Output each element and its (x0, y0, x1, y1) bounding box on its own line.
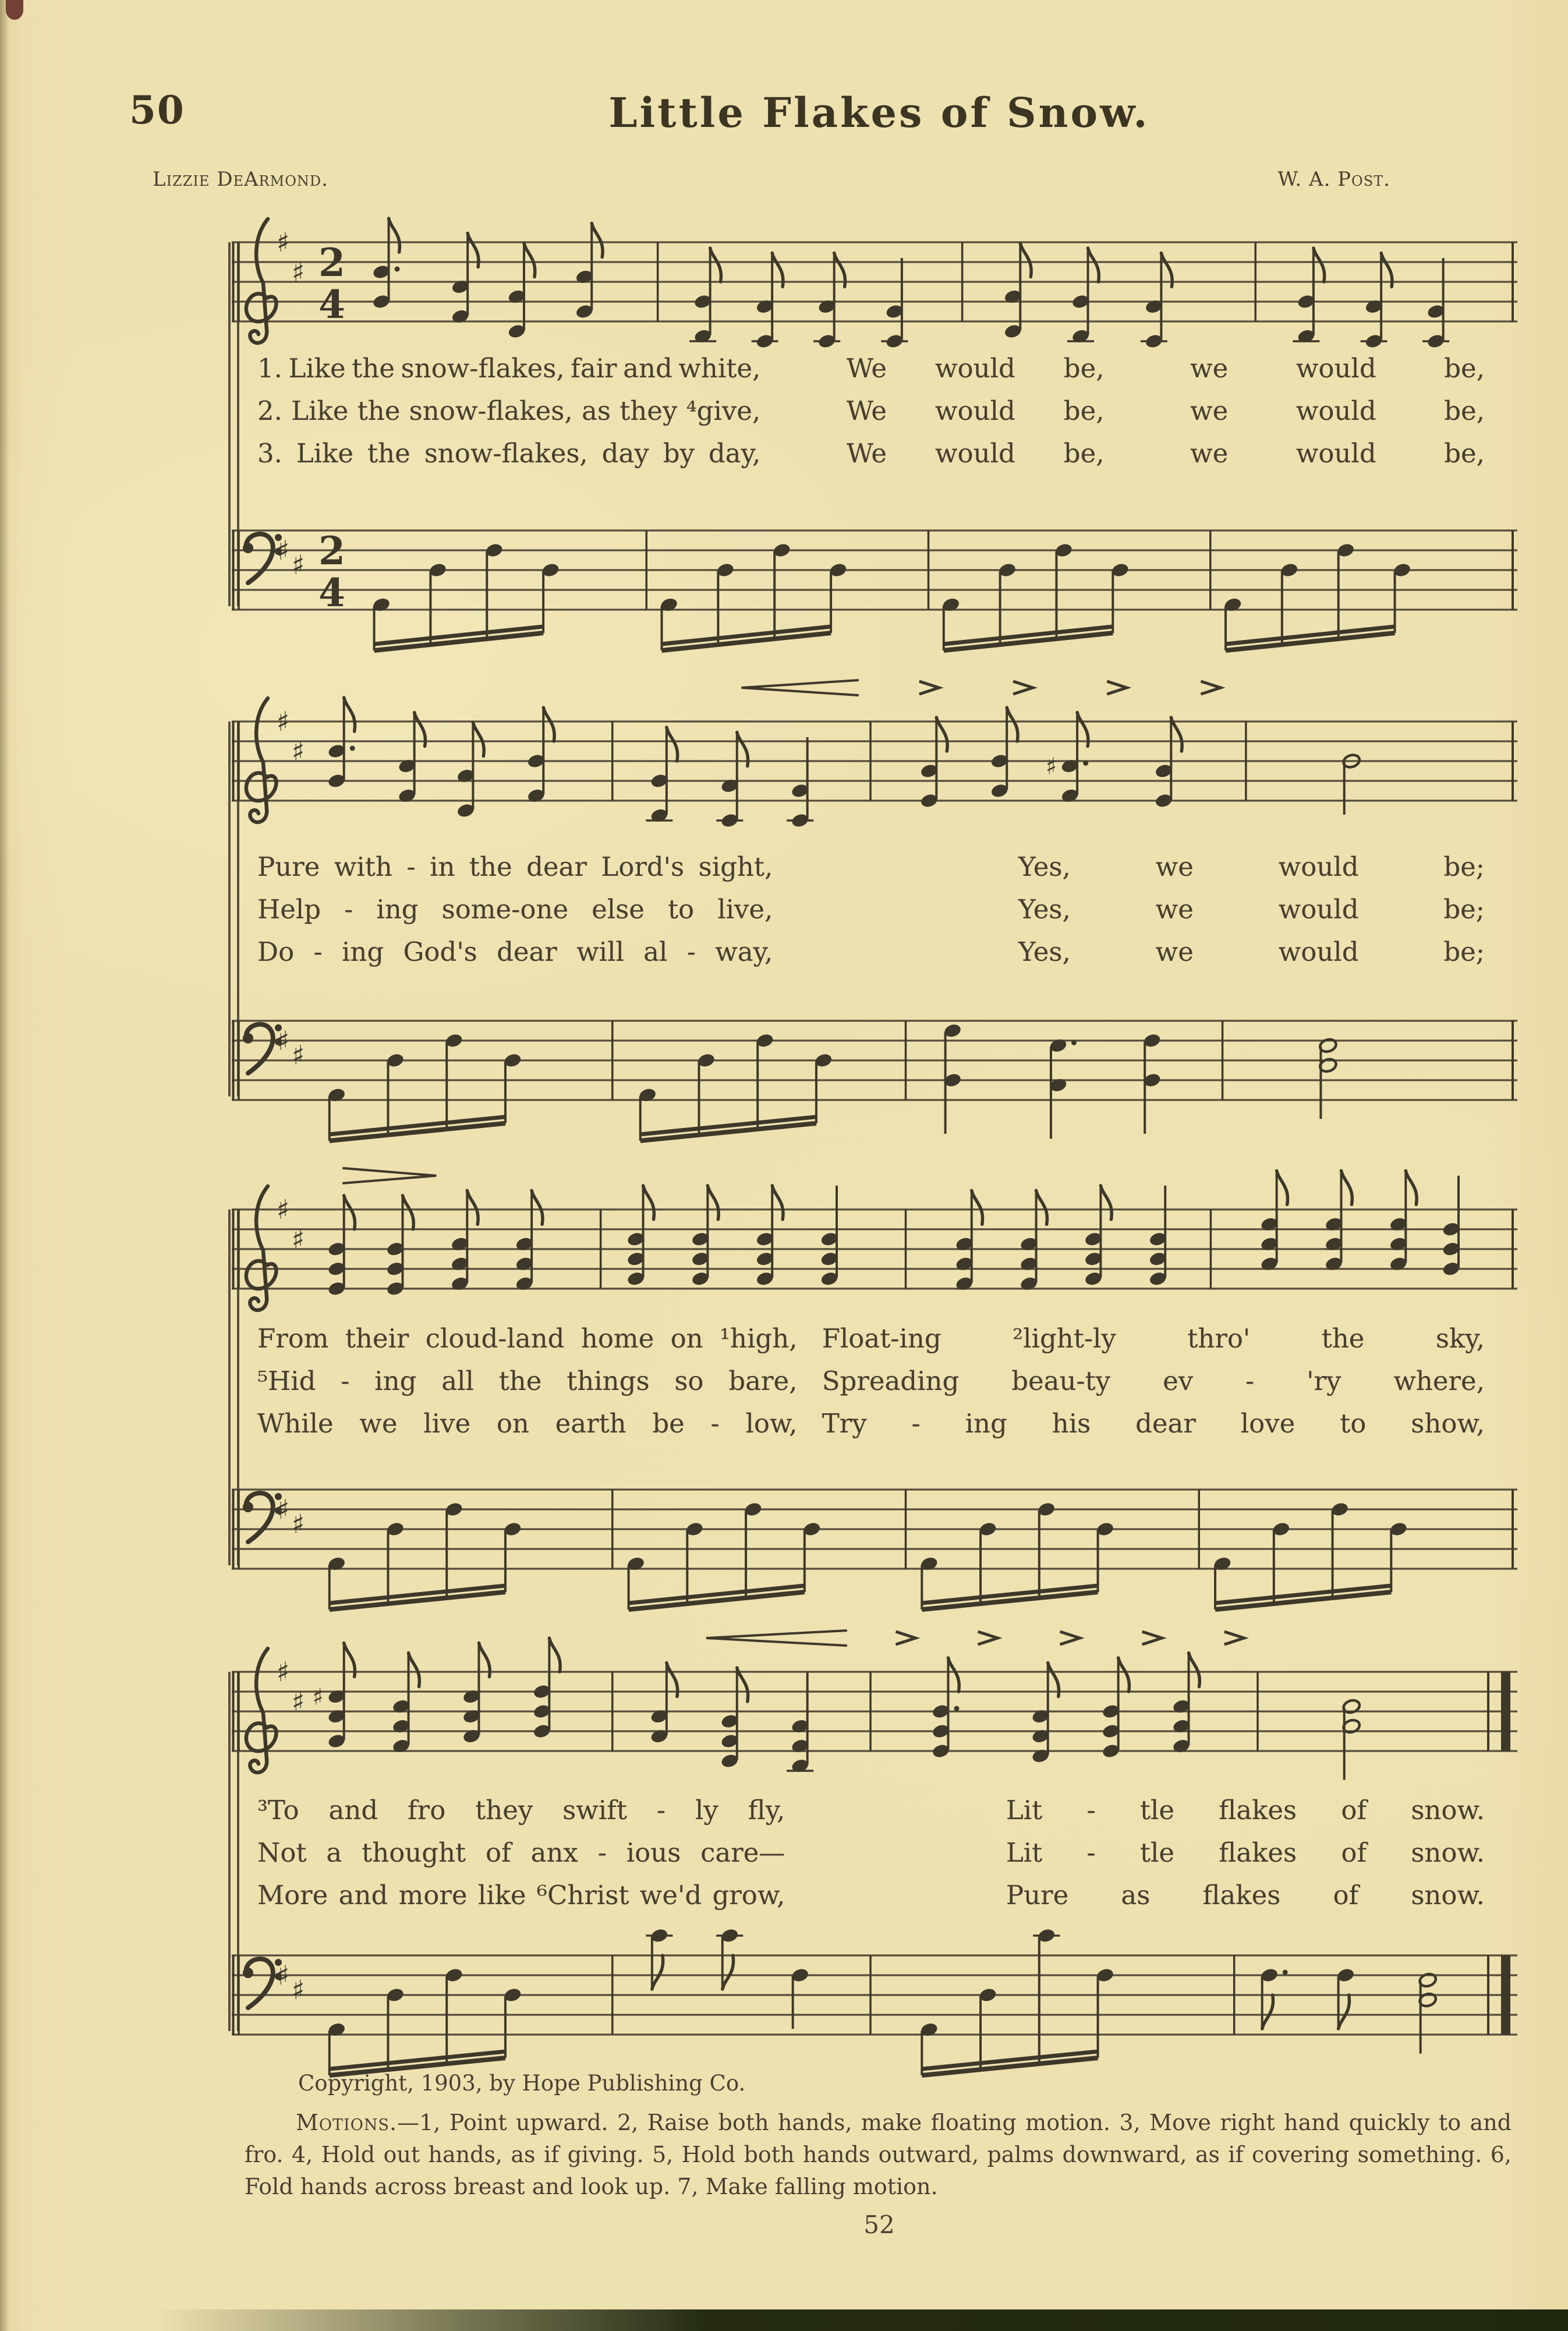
lyric-word: - (406, 851, 416, 882)
lyric-word: - (686, 936, 696, 967)
lyric-word: on (670, 1323, 703, 1354)
lyric-word: be, (1444, 438, 1485, 469)
lyric-word: be (652, 1408, 685, 1439)
lyric-word: - (597, 1837, 607, 1868)
svg-text:♯: ♯ (291, 1223, 305, 1255)
lyric-segment (257, 894, 773, 925)
lyric-word: - (1086, 1795, 1096, 1826)
lyric-word: the (498, 1366, 542, 1396)
lyric-word: tle (1139, 1837, 1175, 1868)
svg-text:4: 4 (318, 570, 345, 616)
copyright-line: Copyright, 1903, by Hope Publishing Co. (298, 2071, 746, 2096)
lyric-word: where, (1393, 1366, 1485, 1396)
lyric-word: be; (1443, 936, 1485, 967)
svg-text:♯: ♯ (291, 735, 305, 767)
svg-text:♯: ♯ (291, 1508, 305, 1540)
lyric-segment (822, 1323, 1485, 1354)
lyric-word: by (663, 438, 695, 469)
lyric-word: swift (562, 1795, 627, 1826)
lyric-word: 2. (257, 395, 282, 426)
treble-staff (232, 182, 1519, 374)
lyric-word: Float-ing (822, 1323, 941, 1354)
lyric-word: we (1190, 353, 1229, 384)
lyric-word: we (1190, 395, 1229, 426)
lyric-word: and (338, 1880, 388, 1911)
bass-staff (232, 1462, 1519, 1636)
lyric-word: Pure (1006, 1880, 1069, 1911)
lyric-word: snow-flakes, (409, 395, 573, 426)
lyric-word: Lord's (601, 851, 685, 882)
lyric-word: their (345, 1323, 409, 1354)
lyric-word: 1. (257, 353, 282, 384)
lyric-word: would (1278, 936, 1359, 967)
lyric-word: they (620, 395, 678, 426)
lyric-line (257, 851, 1485, 894)
lyricist-credit: Lizzie DeArmond. (153, 168, 328, 191)
lyric-word: be, (1444, 395, 1485, 426)
lyric-word: cloud-land (425, 1323, 565, 1354)
lyric-word: flakes (1219, 1795, 1297, 1826)
lyric-word: tle (1139, 1795, 1175, 1826)
lyric-word: While (257, 1408, 334, 1439)
lyric-word: More (257, 1880, 328, 1911)
lyric-segment (257, 1880, 785, 1911)
lyric-segment (257, 936, 773, 967)
lyric-word: Spreading (822, 1366, 960, 1396)
lyric-word: else (592, 894, 645, 925)
lyric-segment (257, 1795, 785, 1826)
svg-text:♯: ♯ (291, 1974, 305, 2005)
lyric-word: snow. (1411, 1880, 1485, 1911)
lyric-word: sight, (698, 851, 773, 882)
lyric-word: snow. (1411, 1795, 1485, 1826)
lyric-word: Like (296, 438, 354, 469)
lyric-word: - (341, 1366, 350, 1396)
lyric-segment (847, 353, 1105, 384)
svg-text:♯: ♯ (291, 1039, 305, 1071)
lyric-word: ev (1163, 1366, 1194, 1396)
lyric-word: would (1278, 894, 1359, 925)
svg-text:♯: ♯ (276, 706, 290, 737)
lyric-word: Like (288, 353, 346, 384)
lyric-line (257, 936, 1485, 979)
lyric-word: - (344, 894, 353, 925)
lyric-segment (257, 1408, 798, 1439)
lyric-line (257, 1323, 1485, 1366)
lyric-line (257, 353, 1485, 395)
lyric-word: we (1155, 851, 1194, 882)
lyric-word: 'ry (1307, 1366, 1342, 1396)
lyric-segment (1006, 1880, 1485, 1911)
lyric-word: would (1278, 851, 1359, 882)
lyric-word: be, (1063, 353, 1105, 384)
lyric-word: show, (1411, 1408, 1485, 1439)
lyric-line (257, 894, 1485, 936)
lyric-word: snow. (1411, 1837, 1485, 1868)
svg-text:4: 4 (318, 282, 345, 327)
lyric-line (257, 1366, 1485, 1408)
lyric-word: of (486, 1837, 511, 1868)
lyrics-block-1 (257, 353, 1485, 480)
book-bottom-edge (0, 2309, 1568, 2331)
lyric-word: - (710, 1408, 720, 1439)
lyric-word: - (1245, 1366, 1255, 1396)
hymn-number: 50 (129, 87, 185, 133)
lyric-word: dear (1135, 1408, 1196, 1439)
svg-text:♯: ♯ (291, 1686, 305, 1717)
page-number: 52 (863, 2210, 895, 2239)
lyric-segment (1190, 353, 1485, 384)
lyric-segment (1190, 438, 1485, 469)
svg-text:♯: ♯ (276, 1194, 290, 1225)
lyric-word: Lit (1006, 1795, 1043, 1826)
lyric-word: his (1052, 1408, 1091, 1439)
lyric-word: grow, (712, 1880, 785, 1911)
lyric-word: the (367, 438, 410, 469)
lyric-word: and (328, 1795, 378, 1826)
lyrics-block-4 (257, 1795, 1485, 1922)
bass-staff (232, 993, 1519, 1168)
lyric-word: snow-flakes, (424, 438, 588, 469)
lyric-word: of (1333, 1880, 1359, 1911)
lyric-word: - (911, 1408, 921, 1439)
svg-text:♯: ♯ (276, 227, 290, 258)
treble-staff (232, 1611, 1519, 1803)
lyric-word: anx (530, 1837, 578, 1868)
lyric-segment (257, 438, 760, 469)
lyric-word: snow-flakes, (401, 353, 565, 384)
lyric-word: we (1155, 936, 1194, 967)
lyric-segment (1018, 894, 1485, 925)
lyric-word: Yes, (1018, 851, 1071, 882)
lyric-word: like (477, 1880, 526, 1911)
lyric-line (257, 1795, 1485, 1837)
lyric-word: more (398, 1880, 468, 1911)
lyric-segment (847, 438, 1105, 469)
lyric-segment (1006, 1795, 1485, 1826)
lyric-word: We (846, 395, 887, 426)
lyric-word: in (430, 851, 455, 882)
svg-text:♯: ♯ (291, 256, 305, 288)
lyric-line (257, 1408, 1485, 1451)
svg-text:♯: ♯ (276, 1959, 290, 1991)
lyric-word: would (935, 353, 1015, 384)
lyric-word: of (1341, 1795, 1367, 1826)
lyric-word: the (352, 353, 395, 384)
lyric-word: Try (822, 1408, 867, 1439)
lyric-word: Like (291, 395, 349, 426)
lyric-segment (1006, 1837, 1485, 1868)
lyric-segment (1018, 936, 1485, 967)
lyric-word: sky, (1435, 1323, 1485, 1354)
svg-text:2: 2 (318, 240, 345, 285)
lyric-word: - (1086, 1837, 1096, 1868)
lyric-word: bare, (728, 1366, 798, 1396)
lyric-word: ing (374, 1366, 417, 1396)
svg-text:♯: ♯ (1045, 753, 1057, 780)
lyric-word: al (643, 936, 668, 967)
lyric-word: flakes (1202, 1880, 1281, 1911)
lyric-word: some-one (441, 894, 569, 925)
lyric-word: things (567, 1366, 650, 1396)
motions-label: Motions. (296, 2110, 398, 2135)
svg-text:♯: ♯ (276, 1656, 290, 1688)
lyric-word: Do (257, 936, 295, 967)
svg-text:♯: ♯ (291, 549, 305, 581)
lyric-word: thought (362, 1837, 466, 1868)
treble-staff (232, 1149, 1519, 1341)
lyric-word: ¹high, (720, 1323, 798, 1354)
lyric-word: God's (403, 936, 477, 967)
lyric-word: dear (497, 936, 557, 967)
lyric-word: From (257, 1323, 329, 1354)
lyric-word: fly, (748, 1795, 785, 1826)
lyric-word: Help (257, 894, 321, 925)
lyric-word: Pure (257, 851, 320, 882)
lyric-word: to (667, 894, 695, 925)
svg-text:♯: ♯ (276, 1025, 290, 1056)
svg-text:♯: ♯ (276, 535, 290, 566)
lyric-word: they (475, 1795, 533, 1826)
lyric-segment (257, 395, 760, 426)
motions-paragraph (245, 2107, 1512, 2203)
lyric-word: will (576, 936, 624, 967)
lyric-word: thro' (1187, 1323, 1251, 1354)
lyric-word: Not (257, 1837, 307, 1868)
lyric-word: ⁴give, (686, 395, 761, 426)
lyric-word: with (334, 851, 392, 882)
lyric-word: and (623, 353, 672, 384)
lyric-word: as (581, 395, 611, 426)
lyric-word: ³To (257, 1795, 299, 1826)
lyric-word: ing (965, 1408, 1007, 1439)
bass-staff (232, 503, 1519, 677)
lyric-word: - (656, 1795, 666, 1826)
lyric-word: we'd (639, 1880, 702, 1911)
lyric-segment (822, 1366, 1485, 1396)
lyric-word: be, (1063, 438, 1105, 469)
lyric-line (257, 1880, 1485, 1922)
lyric-segment (257, 851, 773, 882)
lyric-word: Yes, (1018, 894, 1071, 925)
lyric-segment (257, 1837, 785, 1868)
lyric-word: to (1340, 1408, 1367, 1439)
lyric-word: beau-ty (1011, 1366, 1111, 1396)
lyric-word: be; (1443, 894, 1485, 925)
lyric-segment (257, 1366, 798, 1396)
lyric-word: dear (526, 851, 587, 882)
lyric-word: of (1341, 1837, 1367, 1868)
lyric-word: be, (1063, 395, 1105, 426)
lyric-word: the (357, 395, 401, 426)
lyric-word: so (674, 1366, 704, 1396)
lyric-word: day (601, 438, 649, 469)
lyrics-block-2 (257, 851, 1485, 979)
svg-text:2: 2 (318, 528, 345, 574)
lyric-word: - (313, 936, 323, 967)
lyric-word: way, (715, 936, 773, 967)
lyric-segment (1018, 851, 1485, 882)
lyric-word: ly (695, 1795, 718, 1826)
lyric-segment (1190, 395, 1485, 426)
lyric-word: fair (571, 353, 617, 384)
lyric-word: Yes, (1018, 936, 1071, 967)
lyric-segment (257, 1323, 798, 1354)
lyric-word: be, (1444, 353, 1485, 384)
lyric-word: We (846, 353, 887, 384)
lyric-line (257, 438, 1485, 480)
lyric-word: ing (376, 894, 419, 925)
lyric-line (257, 395, 1485, 438)
lyric-word: earth (555, 1408, 627, 1439)
lyric-word: fro (408, 1795, 446, 1826)
lyric-word: love (1240, 1408, 1296, 1439)
lyric-word: we (1190, 438, 1229, 469)
lyric-segment (822, 1408, 1485, 1439)
page-title: Little Flakes of Snow. (608, 89, 1150, 137)
lyric-word: ⁵Hid (257, 1366, 316, 1396)
motions-text: —1, Point upward. 2, Raise both hands, make floating motion. 3, Move right hand quickly to and fro. 4, Hold out hands, as if giving. 5, Hold both hands outward, palms downward, as if covering something. 6, Fold hands across breast and look up. 7, Make falling motion. (245, 2110, 1512, 2199)
lyric-word: ious (626, 1837, 681, 1868)
lyric-word: we (359, 1408, 398, 1439)
lyric-word: on (496, 1408, 529, 1439)
lyric-word: would (935, 395, 1015, 426)
composer-credit: W. A. Post. (1277, 168, 1390, 191)
lyric-word: ²light-ly (1013, 1323, 1116, 1354)
lyric-word: low, (745, 1408, 798, 1439)
lyric-word: the (469, 851, 512, 882)
lyric-word: a (326, 1837, 342, 1868)
lyric-word: be; (1443, 851, 1485, 882)
lyric-word: would (1296, 353, 1376, 384)
lyric-word: would (1296, 438, 1376, 469)
lyric-word: flakes (1219, 1837, 1297, 1868)
lyric-word: all (441, 1366, 474, 1396)
lyric-word: 3. (257, 438, 282, 469)
lyric-word: would (1296, 395, 1376, 426)
lyric-line (257, 1837, 1485, 1880)
lyric-word: live, (717, 894, 773, 925)
lyric-word: home (581, 1323, 654, 1354)
lyric-segment (257, 353, 760, 384)
lyric-word: we (1155, 894, 1194, 925)
lyric-word: day, (708, 438, 761, 469)
lyric-word: Lit (1006, 1837, 1043, 1868)
lyric-word: would (935, 438, 1015, 469)
lyric-word: white, (678, 353, 761, 384)
lyric-segment (847, 395, 1105, 426)
lyric-word: the (1321, 1323, 1365, 1354)
lyric-word: ⁶Christ (536, 1880, 629, 1911)
lyric-word: care— (700, 1837, 785, 1868)
lyric-word: ing (341, 936, 384, 967)
page-left-edge-shadow (0, 0, 9, 2331)
lyric-word: live (423, 1408, 471, 1439)
lyric-word: We (846, 438, 887, 469)
lyrics-block-3 (257, 1323, 1485, 1451)
treble-staff (232, 661, 1519, 853)
lyric-word: as (1121, 1880, 1151, 1911)
svg-text:♯: ♯ (276, 1494, 290, 1525)
svg-text:♯: ♯ (312, 1683, 324, 1711)
